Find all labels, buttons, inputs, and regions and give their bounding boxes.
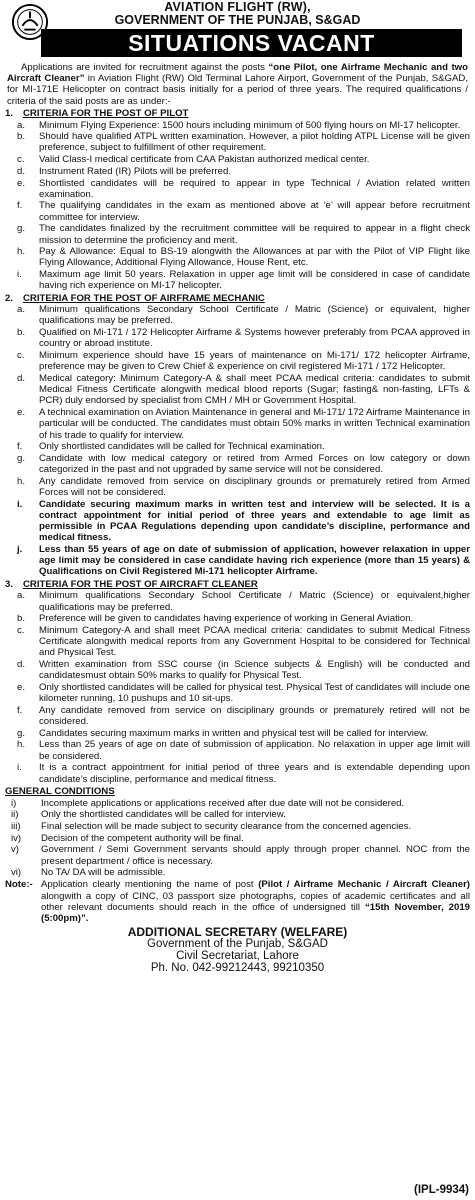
item-marker: e. <box>17 681 26 693</box>
item-text: Minimum Category-A and shall meet PCAA medical criteria: candidates to submit Medical Fitness Certificate alongwith medical reports from any Government Hospital to be considered for Technical and Physical Test. <box>39 624 470 659</box>
item-marker: d. <box>17 165 26 177</box>
item-text: Candidates securing maximum marks in written and physical test will be called for interview. <box>39 727 429 739</box>
section-heading: CRITERIA FOR THE POST OF PILOT <box>23 107 189 119</box>
item-marker: h. <box>17 246 26 258</box>
page-title: SITUATIONS VACANT <box>41 29 462 57</box>
criteria-item <box>5 407 470 441</box>
item-marker: b. <box>17 131 26 143</box>
item-text: Preference will be given to candidates having experience of working in General Aviation. <box>39 613 414 625</box>
condition-marker: ii) <box>11 809 19 821</box>
criteria-item <box>5 499 470 544</box>
item-marker: a. <box>17 304 26 316</box>
criteria-item <box>5 373 470 407</box>
intro-posts: “one Pilot, one Airframe Mechanic and two Aircraft Cleaner” <box>7 62 469 85</box>
item-text: Valid Class-I medical certificate from CAA Pakistan authorized medical center. <box>39 154 370 166</box>
item-marker: e. <box>17 407 26 419</box>
condition-text: Government / Semi Government servants should apply through proper channel. NOC from the present department / office is necessary. <box>41 844 470 867</box>
condition-item <box>5 821 470 832</box>
signatory-phone: Ph. No. 042-99212443, 99210350 <box>150 962 325 975</box>
criteria-item <box>5 625 470 659</box>
condition-item <box>5 809 470 820</box>
criteria-item <box>5 705 470 727</box>
condition-marker: v) <box>11 844 19 856</box>
note-label: Note:- <box>5 879 33 891</box>
condition-item <box>5 844 470 866</box>
criteria-section <box>5 108 470 292</box>
condition-marker: iii) <box>11 820 21 832</box>
signatory-address: Civil Secretariat, Lahore <box>176 950 299 963</box>
condition-text: Final selection will be made subject to security clearance from the concerned agencies. <box>41 820 412 832</box>
condition-text: Decision of the competent authority will be final. <box>41 832 244 844</box>
item-marker: a. <box>17 119 26 131</box>
advertisement-body <box>5 62 470 974</box>
criteria-item <box>5 269 470 291</box>
item-marker: c. <box>17 624 25 636</box>
item-marker: h. <box>17 475 26 487</box>
condition-marker: i) <box>11 797 17 809</box>
ipl-reference: (IPL-9934) <box>414 1184 469 1196</box>
item-text: Minimum qualifications Secondary School Certificate / Matric (Science) or equivalent, higher qualifications may be preferred. <box>39 304 470 327</box>
criteria-item <box>5 246 470 268</box>
item-text: The candidates finalized by the recruitment committee will be required to appear in a flight check mission to determine the proficiency and merit. <box>39 223 470 246</box>
item-marker: h. <box>17 739 26 751</box>
intro-lead: Applications are invited for recruitment against the posts <box>21 62 265 73</box>
general-conditions <box>5 786 470 879</box>
condition-text: No TA/ DA will be admissible. <box>41 867 166 879</box>
criteria-item <box>5 350 470 372</box>
item-marker: d. <box>17 372 26 384</box>
signatory-government: Government of the Punjab, S&GAD <box>147 938 328 951</box>
item-marker: g. <box>17 452 26 464</box>
signatory-title: ADDITIONAL SECRETARY (WELFARE) <box>127 925 348 940</box>
criteria-item <box>5 304 470 326</box>
condition-text: Incomplete applications or applications received after due date will not be considered. <box>41 797 405 809</box>
item-marker: g. <box>17 727 26 739</box>
item-marker: i. <box>17 762 22 774</box>
item-text: It is a contract appointment for initial period of three years and is extendable depending upon candidate’s discipline, performance and medical fitness. <box>39 762 470 785</box>
condition-marker: iv) <box>11 832 22 844</box>
criteria-item <box>5 178 470 200</box>
item-text: Should have qualified ATPL written examination. However, a pilot holding ATPL License will be given preference, subject to fulfillment of other requirement. <box>39 131 470 154</box>
header-government: GOVERNMENT OF THE PUNJAB, S&GAD <box>114 13 361 27</box>
criteria-item <box>5 728 470 739</box>
item-text: Written examination from SSC course (in Science subjects & English) will be conducted and candidatesmust obtain 50% marks to qualify for Physical Test. <box>39 659 470 682</box>
criteria-item <box>5 739 470 761</box>
header-department: AVIATION FLIGHT (RW), <box>164 0 311 14</box>
item-marker: d. <box>17 659 26 671</box>
general-conditions-title: GENERAL CONDITIONS <box>5 785 115 797</box>
item-marker: b. <box>17 327 26 339</box>
section-heading: CRITERIA FOR THE POST OF AIRCRAFT CLEANER <box>23 578 258 590</box>
condition-item <box>5 867 470 878</box>
item-text: Minimum qualifications Secondary School Certificate / Matric (Science) or equivalent,higher qualifications may be preferred. <box>39 590 470 613</box>
item-marker: e. <box>17 177 26 189</box>
criteria-item <box>5 613 470 624</box>
criteria-item <box>5 590 470 612</box>
intro-details: in Aviation Flight (RW) Old Terminal Lahore Airport, Government of the Punjab, S&GAD, for MI-171E Helicopter on contract basis initially for a period of three years. The required qualifications / criteria of the said posts are as under:- <box>7 73 469 107</box>
item-text: Less than 55 years of age on date of submission of application, however relaxation in upper age limit may be considered in case candidate having rich experience (more than 15 years) & Qualifications on Civil Registered Mi-171 helicopter Airframe. <box>39 544 470 578</box>
condition-item <box>5 833 470 844</box>
criteria-item <box>5 682 470 704</box>
section-title <box>5 579 470 590</box>
application-note <box>5 879 470 924</box>
criteria-item <box>5 200 470 222</box>
item-marker: c. <box>17 154 25 166</box>
criteria-item <box>5 441 470 452</box>
item-text: Candidate with low medical category or retired from Armed Forces on low category or down categorized in the past and not upgraded by same service will not be considered. <box>39 452 470 476</box>
item-text: Only shortlisted candidates will be called for Technical examination. <box>39 441 325 453</box>
criteria-item <box>5 120 470 131</box>
item-text: The qualifying candidates in the exam as mentioned above at ‘e’ will appear before recruitment committee for interview. <box>39 200 470 223</box>
criteria-item <box>5 154 470 165</box>
item-text: Only shortlisted candidates will be called for physical test. Physical Test of candidates will include one kilometer running, 10 pushups and 10 sit-ups. <box>39 681 470 705</box>
note-deadline: “15th November, 2019 (5:00pm)”. <box>41 901 470 925</box>
criteria-item <box>5 453 470 475</box>
criteria-item <box>5 476 470 498</box>
criteria-item <box>5 131 470 153</box>
item-marker: i. <box>17 269 22 281</box>
criteria-item <box>5 762 470 784</box>
item-text: Minimum Flying Experience: 1500 hours including minimum of 500 flying hours on MI-17 helicopter. <box>39 119 461 131</box>
item-text: Instrument Rated (IR) Pilots will be preferred. <box>39 165 231 177</box>
condition-marker: vi) <box>11 867 22 879</box>
item-text: Less than 25 years of age on date of submission of application. No relaxation in upper age limit will be considered. <box>39 739 470 762</box>
item-text: Any candidate removed from service on disciplinary grounds or prematurely retired will not be considered. <box>39 704 470 728</box>
section-heading: CRITERIA FOR THE POST OF AIRFRAME MECHANIC <box>23 292 265 304</box>
note-details: alongwith a copy of CINC, 03 passport size photographs, copies of academic certificates and all other relevant documents should reach in the office of undersigned till <box>41 890 470 913</box>
section-number: 2. <box>5 292 14 304</box>
item-marker: a. <box>17 590 26 602</box>
item-text: Any candidate removed from service on disciplinary grounds or prematurely retired from Armed Forces will not be considered. <box>39 475 470 499</box>
item-text: Medical category: Minimum Category-A & shall meet PCAA medical criteria: candidates to submit Medical Fitness Certificate alongwith medical blood reports (Sugar; fasting& non-fasting, LFTs & PCR) duly endorsed by specialist from CMH / MH or Government Hospital. <box>39 372 470 407</box>
criteria-item <box>5 659 470 681</box>
item-text: Candidate securing maximum marks in written test and interview will be selected. It is a contract appointment for initial period of three years and extendable to age limit as permissible in PCAA Regulations depending upon candidate’s discipline, performance and medical fitness. <box>39 498 470 544</box>
item-text: Qualified on Mi-171 / 172 Helicopter Airframe & Systems however preferably from PCAA approved in country or abroad institute. <box>39 327 470 350</box>
item-text: A technical examination on Aviation Maintenance in general and Mi-171/ 172 Airframe Maintenance in particular will be conducted. The candidates must obtain 50% marks in written Technical examination of his trade to qualify for interview. <box>39 407 470 441</box>
item-text: Pay & Allowance: Equal to BS-19 alongwith the Allowances at par with the Pilot of VIP Flight like Flying Allowance, Additional Flying Allowance, House Rent, etc. <box>39 246 470 269</box>
note-lead: Application clearly mentioning the name of post <box>41 879 259 891</box>
section-number: 1. <box>5 107 14 119</box>
criteria-sections <box>5 108 470 785</box>
condition-item <box>5 798 470 809</box>
criteria-section <box>5 579 470 785</box>
item-marker: f. <box>17 704 23 716</box>
item-marker: g. <box>17 223 26 235</box>
item-text: Minimum experience should have 15 years of maintenance on Mi-171/ 172 helicopter Airframe, preference may be given to Crew Chief & experience on civil registered Mi-171 / 172 Helicopter. <box>39 350 470 373</box>
item-marker: f. <box>17 200 23 212</box>
item-text: Shortlisted candidates will be required to appear in type Technical / Aviation related written examination. <box>39 177 470 200</box>
criteria-section <box>5 293 470 578</box>
criteria-item <box>5 166 470 177</box>
header <box>5 0 470 60</box>
criteria-item <box>5 223 470 245</box>
section-title <box>5 293 470 304</box>
intro-paragraph <box>7 62 468 107</box>
item-marker: b. <box>17 613 26 625</box>
criteria-item <box>5 544 470 578</box>
item-marker: f. <box>17 441 23 453</box>
criteria-item <box>5 327 470 349</box>
condition-text: Only the shortlisted candidates will be called for interview. <box>41 809 286 821</box>
item-marker: j. <box>17 544 23 556</box>
item-marker: c. <box>17 350 25 362</box>
section-number: 3. <box>5 578 14 590</box>
item-text: Maximum age limit 50 years. Relaxation in upper age limit will be considered in case of candidate having rich experience on MI-17 helicopter. <box>39 269 470 292</box>
section-title <box>5 108 470 119</box>
note-posts: (Pilot / Airframe Mechanic / Aircraft Cleaner) <box>258 879 471 891</box>
signature-block <box>5 926 470 974</box>
item-marker: i. <box>17 498 23 510</box>
